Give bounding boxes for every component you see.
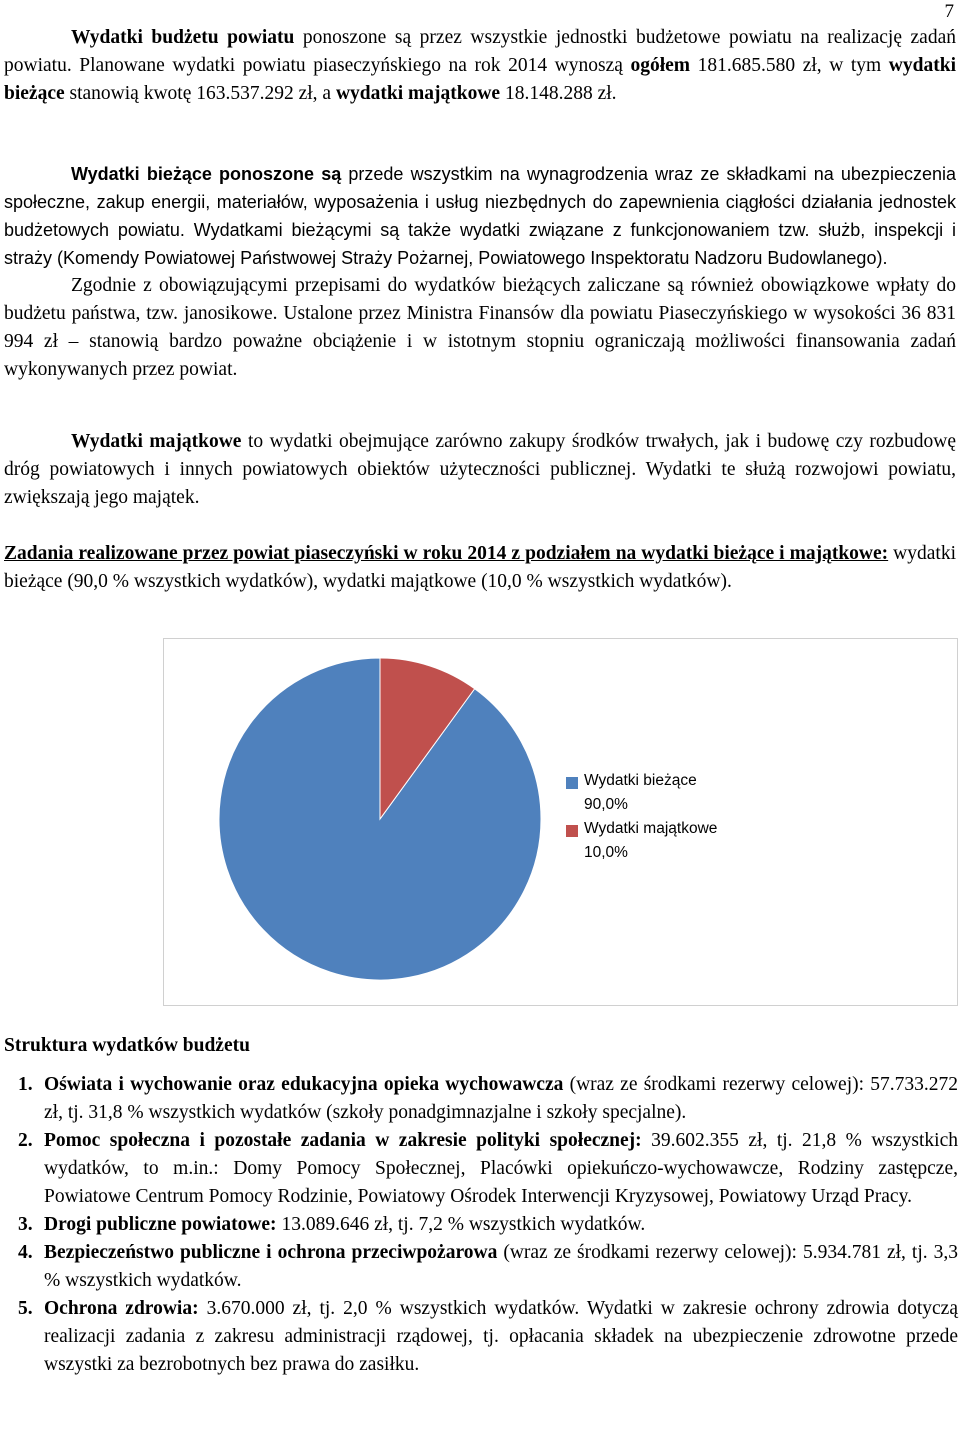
legend-swatch-majatkowe <box>566 825 578 837</box>
chart-legend <box>565 769 717 865</box>
zadania-text: wydatki bieżące (90,0 % wszystkich wydatków), wydatki majątkowe (10,0 % wszystkich wydatków). <box>4 543 956 592</box>
list-item-bold: Pomoc społeczna i pozostałe zadania w zakresie polityki społecznej: <box>44 1130 642 1151</box>
legend-item-biezace <box>565 769 717 817</box>
legend-swatch-biezace <box>566 777 578 789</box>
list-item-bold: Bezpieczeństwo publiczne i ochrona przeciwpożarowa <box>44 1242 498 1263</box>
legend-label-biezace: Wydatki bieżące <box>584 772 697 789</box>
zadania-heading: Zadania realizowane przez powiat piaseczyński w roku 2014 z podziałem na wydatki bieżące i majątkowe: <box>4 543 889 564</box>
intro-bold-4: wydatki majątkowe <box>335 83 501 104</box>
legend-value-biezace: 90,0% <box>584 796 628 813</box>
list-item <box>4 1211 958 1239</box>
list-item-bold: Ochrona zdrowia: <box>44 1298 199 1319</box>
intro-text-2: 181.685.580 zł, w tym <box>690 55 889 76</box>
majatkowe-text: to wydatki obejmujące zarówno zakupy środków trwałych, jak i budowę czy rozbudowę dróg powiatowych i innych powiatowych obiektów użyteczności publicznej. Wydatki te służą rozwojowi powiatu, zwiększają jego majątek. <box>4 431 956 508</box>
list-item <box>4 1239 958 1295</box>
legend-item-majatkowe <box>565 817 717 865</box>
list-item <box>4 1295 958 1379</box>
list-item <box>4 1071 958 1127</box>
legend-label-majatkowe: Wydatki majątkowe <box>584 820 718 837</box>
list-item-text: 39.602.355 zł, tj. 21,8 % wszystkich wydatków, to m.in.: Domy Pomocy Społecznej, Placówki opiekuńczo-wychowawcze, Rodziny zastępcze, Powiatowe Centrum Pomocy Rodzinie, Powiatowy Ośrodek Interwencji Kryzysowej, Powiatowy Urząd Pracy. <box>44 1130 959 1207</box>
struktura-list <box>4 1071 958 1379</box>
zadania-paragraph <box>4 540 956 596</box>
biezace-paragraph-2: Zgodnie z obowiązującymi przepisami do wydatków bieżących zaliczane są również obowiązkowe wpłaty do budżetu państwa, tzw. janosikowe. Ustalone przez Ministra Finansów dla powiatu Piaseczyńskiego w wysokości 36 831 994 zł – stanowią bardzo poważne obciążenie i w istotnym stopniu ograniczają możliwości finansowania zadań wykonywanych przez powiat. <box>4 275 956 380</box>
list-item <box>4 1127 958 1211</box>
struktura-heading: Struktura wydatków budżetu <box>4 1035 250 1056</box>
biezace-paragraph-1 <box>4 160 956 272</box>
list-item-number: 1. <box>18 1074 33 1095</box>
intro-paragraph <box>4 24 956 108</box>
list-item-number: 5. <box>18 1298 33 1319</box>
list-item-text: 13.089.646 zł, tj. 7,2 % wszystkich wydatków. <box>276 1214 646 1235</box>
intro-text-4: 18.148.288 zł. <box>500 83 617 104</box>
list-item-number: 3. <box>18 1214 33 1235</box>
biezace-lead: Wydatki bieżące ponoszone są <box>71 164 342 184</box>
intro-bold-3: wydatki bieżące <box>4 55 956 104</box>
pie-chart-svg <box>164 639 957 1005</box>
page-number: 7 <box>944 1 954 22</box>
list-item-number: 4. <box>18 1242 33 1263</box>
intro-text-1: ponoszone są przez wszystkie jednostki budżetowe powiatu na realizację zadań powiatu. Planowane wydatki powiatu piaseczyńskiego na rok 2014 wynoszą <box>4 27 956 76</box>
biezace-text-1: przede wszystkim na wynagrodzenia wraz ze składkami na ubezpieczenia społeczne, zakup energii, materiałów, wyposażenia i usług niezbędnych do zapewnienia ciągłości działania jednostek budżetowych powiatu. Wydatkami bieżącymi są także wydatki związane z funkcjonowaniem tzw. służb, inspekcji i straży (Komendy Powiatowej Państwowej Straży Pożarnej, Powiatowego Inspektoratu Nadzoru Budowlanego). <box>4 164 956 268</box>
list-item-text: 3.670.000 zł, tj. 2,0 % wszystkich wydatków. Wydatki w zakresie ochrony zdrowia dotyczą realizacji zadania z zakresu administracji rządowej, tj. opłacania składek na ubezpieczenie zdrowotne przede wszystki za bezrobotnych bez prawa do zasiłku. <box>44 1298 958 1375</box>
majatkowe-paragraph <box>4 428 956 512</box>
list-item-text: (wraz ze środkami rezerwy celowej): 57.733.272 zł, tj. 31,8 % wszystkich wydatków (szkoły ponadgimnazjalne i szkoły specjalne). <box>44 1074 958 1123</box>
struktura-heading-block <box>4 1032 956 1060</box>
pie-chart <box>163 638 958 1006</box>
list-item-number: 2. <box>18 1130 33 1151</box>
intro-text-3: stanowią kwotę 163.537.292 zł, a <box>64 83 336 104</box>
majatkowe-lead: Wydatki majątkowe <box>71 431 242 452</box>
intro-bold-2: ogółem <box>630 55 691 76</box>
list-item-bold: Drogi publiczne powiatowe: <box>44 1214 277 1235</box>
list-item-bold: Oświata i wychowanie oraz edukacyjna opieka wychowawcza <box>44 1074 564 1095</box>
biezace-section <box>4 160 956 384</box>
intro-bold-1: Wydatki budżetu powiatu <box>71 27 295 48</box>
list-item-text: (wraz ze środkami rezerwy celowej): 5.934.781 zł, tj. 3,3 % wszystkich wydatków. <box>44 1242 958 1291</box>
legend-value-majatkowe: 10,0% <box>584 844 628 861</box>
